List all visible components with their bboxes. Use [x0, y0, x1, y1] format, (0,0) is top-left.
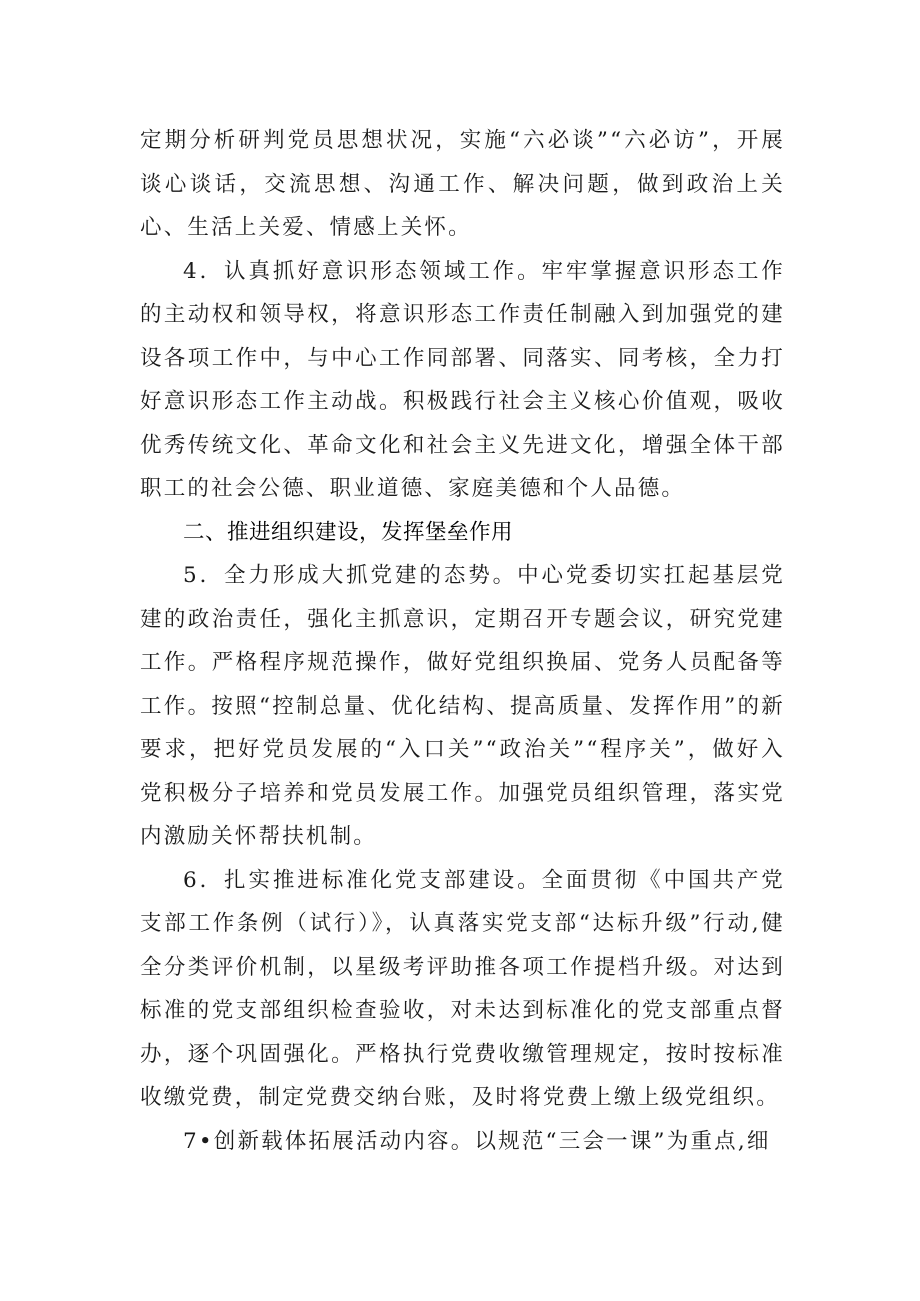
paragraph-continuation: 定期分析研判党员思想状况，实施“六必谈”“六必访”，开展谈心谈话，交流思想、沟通工作、解决问题，做到政治上关心、生活上关爱、情感上关怀。 — [140, 128, 785, 240]
section-heading: 二、推进组织建设，发挥堡垒作用 — [183, 519, 514, 545]
paragraph-item-5: 5．全力形成大抓党建的态势。中心党委切实扛起基层党建的政治责任，强化主抓意识，定期召开专题会议，研究党建工作。严格程序规范操作，做好党组织换届、党务人员配备等工作。按照“控制总量、优化结构、提高质量、发挥作用”的新要求，把好党员发展的“入口关”“政治关”“程序关”，做好入党积极分子培养和党员发展工作。加强党员组织管理，落实党内激励关怀帮扶机制。 — [140, 563, 785, 849]
paragraph-item-6: 6．扎实推进标准化党支部建设。全面贯彻《中国共产党支部工作条例（试行）》，认真落实党支部“达标升级”行动,健全分类评价机制，以星级考评助推各项工作提档升级。对达到标准的党支部组织检查验收，对未达到标准化的党支部重点督办，逐个巩固强化。严格执行党费收缴管理规定，按时按标准收缴党费，制定党费交纳台账，及时将党费上缴上级党组织。 — [140, 867, 785, 1110]
paragraph-item-4: 4．认真抓好意识形态领域工作。牢牢掌握意识形态工作的主动权和领导权，将意识形态工作责任制融入到加强党的建设各项工作中，与中心工作同部署、同落实、同考核，全力打好意识形态工作主动战。积极践行社会主义核心价值观，吸收优秀传统文化、革命文化和社会主义先进文化，增强全体干部职工的社会公德、职业道德、家庭美德和个人品德。 — [140, 258, 785, 501]
document-page — [140, 119, 785, 1163]
paragraph-item-7: 7•创新载体拓展活动内容。以规范“三会一课”为重点,细 — [183, 1128, 771, 1154]
